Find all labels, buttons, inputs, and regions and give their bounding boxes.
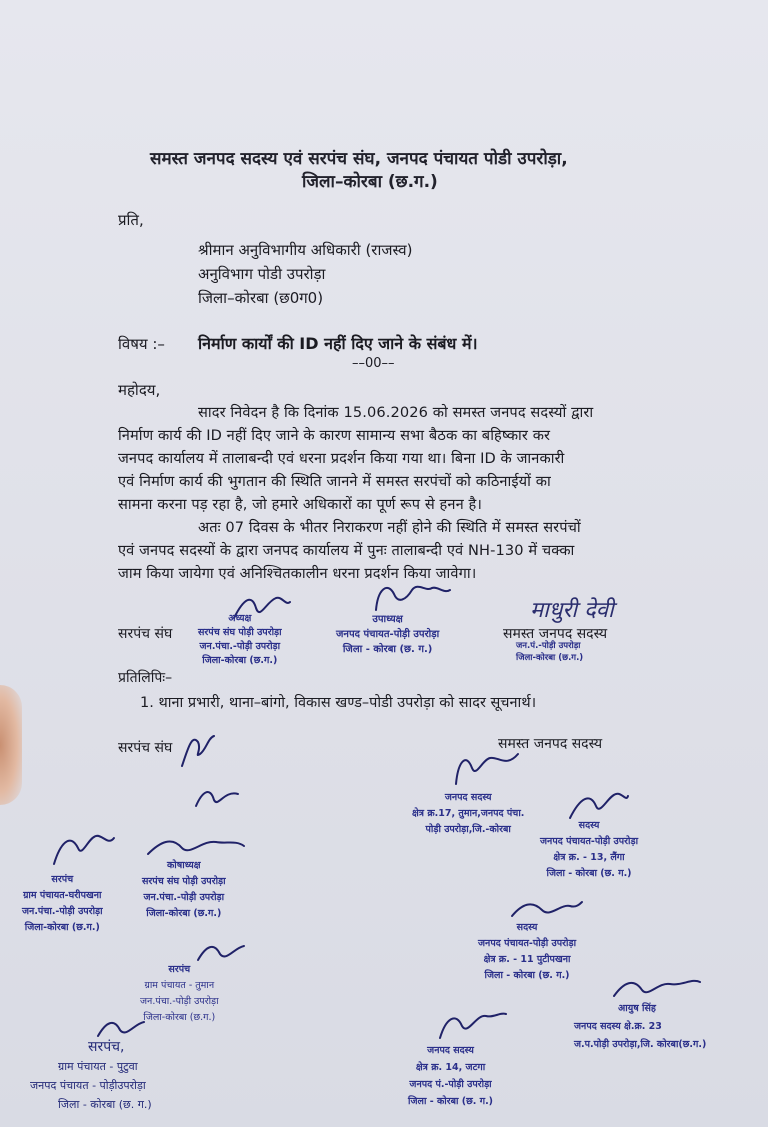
- signature-janpad-i: [612, 972, 702, 1002]
- signature-janpad-e: [510, 896, 584, 922]
- signature-janpad-a: [452, 748, 522, 788]
- handwritten-name: माधुरी देवी: [530, 598, 614, 623]
- finger-shadow: [0, 685, 22, 805]
- stamp-janpad-top: जन.पं.-पोड़ी उपरोड़ा जिला-कोरबा (छ.ग.): [516, 641, 584, 663]
- stamp-adhyaksh: अध्यक्ष सरपंच संघ पोड़ी उपरोड़ा जन.पंचा.-पोड़ी उपरोड़ा जिला-कोरबा (छ.ग.): [198, 613, 282, 666]
- recipient-line-2: अनुविभाग पोडी उपरोड़ा: [198, 265, 326, 283]
- signature-sarpanch: [178, 728, 218, 770]
- letterhead-line-2: जिला–कोरबा (छ.ग.): [302, 172, 438, 192]
- stamp-janpad-e: सदस्य जनपद पंचायत-पोड़ी उपरोड़ा क्षेत्र क्र. - 11 पुटीपखना जिला - कोरबा (छ. ग.): [478, 922, 577, 981]
- janpad-sadasya-label-2: समस्त जनपद सदस्य: [498, 736, 603, 752]
- sarpanch-sangh-label: सरपंच संघ: [118, 626, 173, 642]
- copy-label: प्रतिलिपिः–: [118, 670, 173, 686]
- recipient-line-1: श्रीमान अनुविभागीय अधिकारी (राजस्व): [198, 241, 413, 259]
- signature-small: [194, 782, 240, 812]
- signature-sarpanch-c: [52, 828, 116, 868]
- subject-separator: ––00––: [352, 356, 395, 371]
- copy-item: 1. थाना प्रभारी, थाना–बांगो, विकास खण्ड–पोडी उपरोड़ा को सादर सूचनार्थ।: [140, 695, 537, 711]
- letterhead-line-1: समस्त जनपद सदस्य एवं सरपंच संघ, जनपद पंचायत पोडी उपरोड़ा,: [150, 149, 568, 169]
- to-label: प्रति,: [118, 211, 144, 229]
- stamp-sarpanch-f: सरपंच ग्राम पंचायत - तुमान जन.पंचा.-पोड़ी उपरोड़ा जिला-कोरबा (छ.ग.): [140, 964, 219, 1023]
- signature-upadhyaksh: [372, 580, 452, 616]
- salutation: महोदय,: [118, 381, 161, 399]
- body-line: अतः 07 दिवस के भीतर निराकरण नहीं होने की स्थिति में समस्त सरपंचों: [198, 519, 581, 536]
- recipient-line-3: जिला–कोरबा (छ0ग0): [198, 289, 324, 307]
- janpad-sadasya-label: समस्त जनपद सदस्य: [503, 626, 608, 642]
- body-line: जनपद कार्यालय में तालाबन्दी एवं धरना प्रदर्शन किया गया था। बिना ID के जानकारी: [118, 450, 565, 467]
- stamp-janpad-i: आयुष सिंह जनपद सदस्य क्षे.क्र. 23 ज.प.पोड़ी उपरोड़ा,जि. कोरबा(छ.ग.): [574, 1003, 707, 1050]
- subject-label: विषय :–: [118, 335, 165, 353]
- stamp-koshadhyaksh: कोषाध्यक्ष सरपंच संघ पोड़ी उपरोड़ा जन.पंचा.-पोड़ी उपरोड़ा जिला-कोरबा (छ.ग.): [142, 860, 226, 919]
- stamp-sarpanch-g: सरपंच, ग्राम पंचायत - पुटुवा जनपद पंचायत - पोड़ीउपरोड़ा जिला - कोरबा (छ. ग.): [30, 1039, 152, 1111]
- body-line: सामना करना पड़ रहा है, जो हमारे अधिकारों का पूर्ण रूप से हनन है।: [118, 496, 483, 513]
- stamp-upadhyaksh: उपाध्यक्ष जनपद पंचायत-पोड़ी उपरोड़ा जिला - कोरबा (छ. ग.): [336, 614, 440, 655]
- subject-text: निर्माण कार्यों की ID नहीं दिए जाने के संबंध में।: [198, 334, 478, 353]
- body-line: एवं निर्माण कार्य की भुगतान की स्थिति जानने में समस्त सरपंचों को कठिनाईयों का: [118, 473, 551, 490]
- stamp-janpad-a: जनपद सदस्य क्षेत्र क्र.17, तुमान,जनपद पंचा. पोड़ी उपरोड़ा,जि.-कोरबा: [412, 792, 525, 835]
- body-line: निर्माण कार्य की ID नहीं दिए जाने के कारण सामान्य सभा बैठक का बहिष्कार कर: [118, 427, 551, 444]
- body-line: एवं जनपद सदस्यों के द्वारा जनपद कार्यालय में पुनः तालाबन्दी एवं NH-130 में चक्का: [118, 542, 575, 559]
- stamp-janpad-b: सदस्य जनपद पंचायत-पोड़ी उपरोड़ा क्षेत्र क्र. - 13, लैंगा जिला - कोरबा (छ. ग.): [540, 820, 639, 879]
- signature-koshadhyaksh: [146, 832, 246, 860]
- body-line: जाम किया जायेगा एवं अनिश्चितकालीन धरना प्रदर्शन किया जावेगा।: [118, 565, 477, 582]
- stamp-janpad-h: जनपद सदस्य क्षेत्र क्र. 14, जटगा जनपद पं.-पोड़ी उपरोड़ा जिला - कोरबा (छ. ग.): [408, 1045, 494, 1107]
- sarpanch-sangh-label-2: सरपंच संघ: [118, 740, 173, 756]
- body-line: सादर निवेदन है कि दिनांक 15.06.2026 को समस्त जनपद सदस्यों द्वारा: [198, 404, 594, 421]
- stamp-sarpanch-c: सरपंच ग्राम पंचायत-घरीपखना जन.पंचा.-पोड़ी उपरोड़ा जिला-कोरबा (छ.ग.): [22, 874, 103, 933]
- signature-janpad-h: [438, 1008, 508, 1042]
